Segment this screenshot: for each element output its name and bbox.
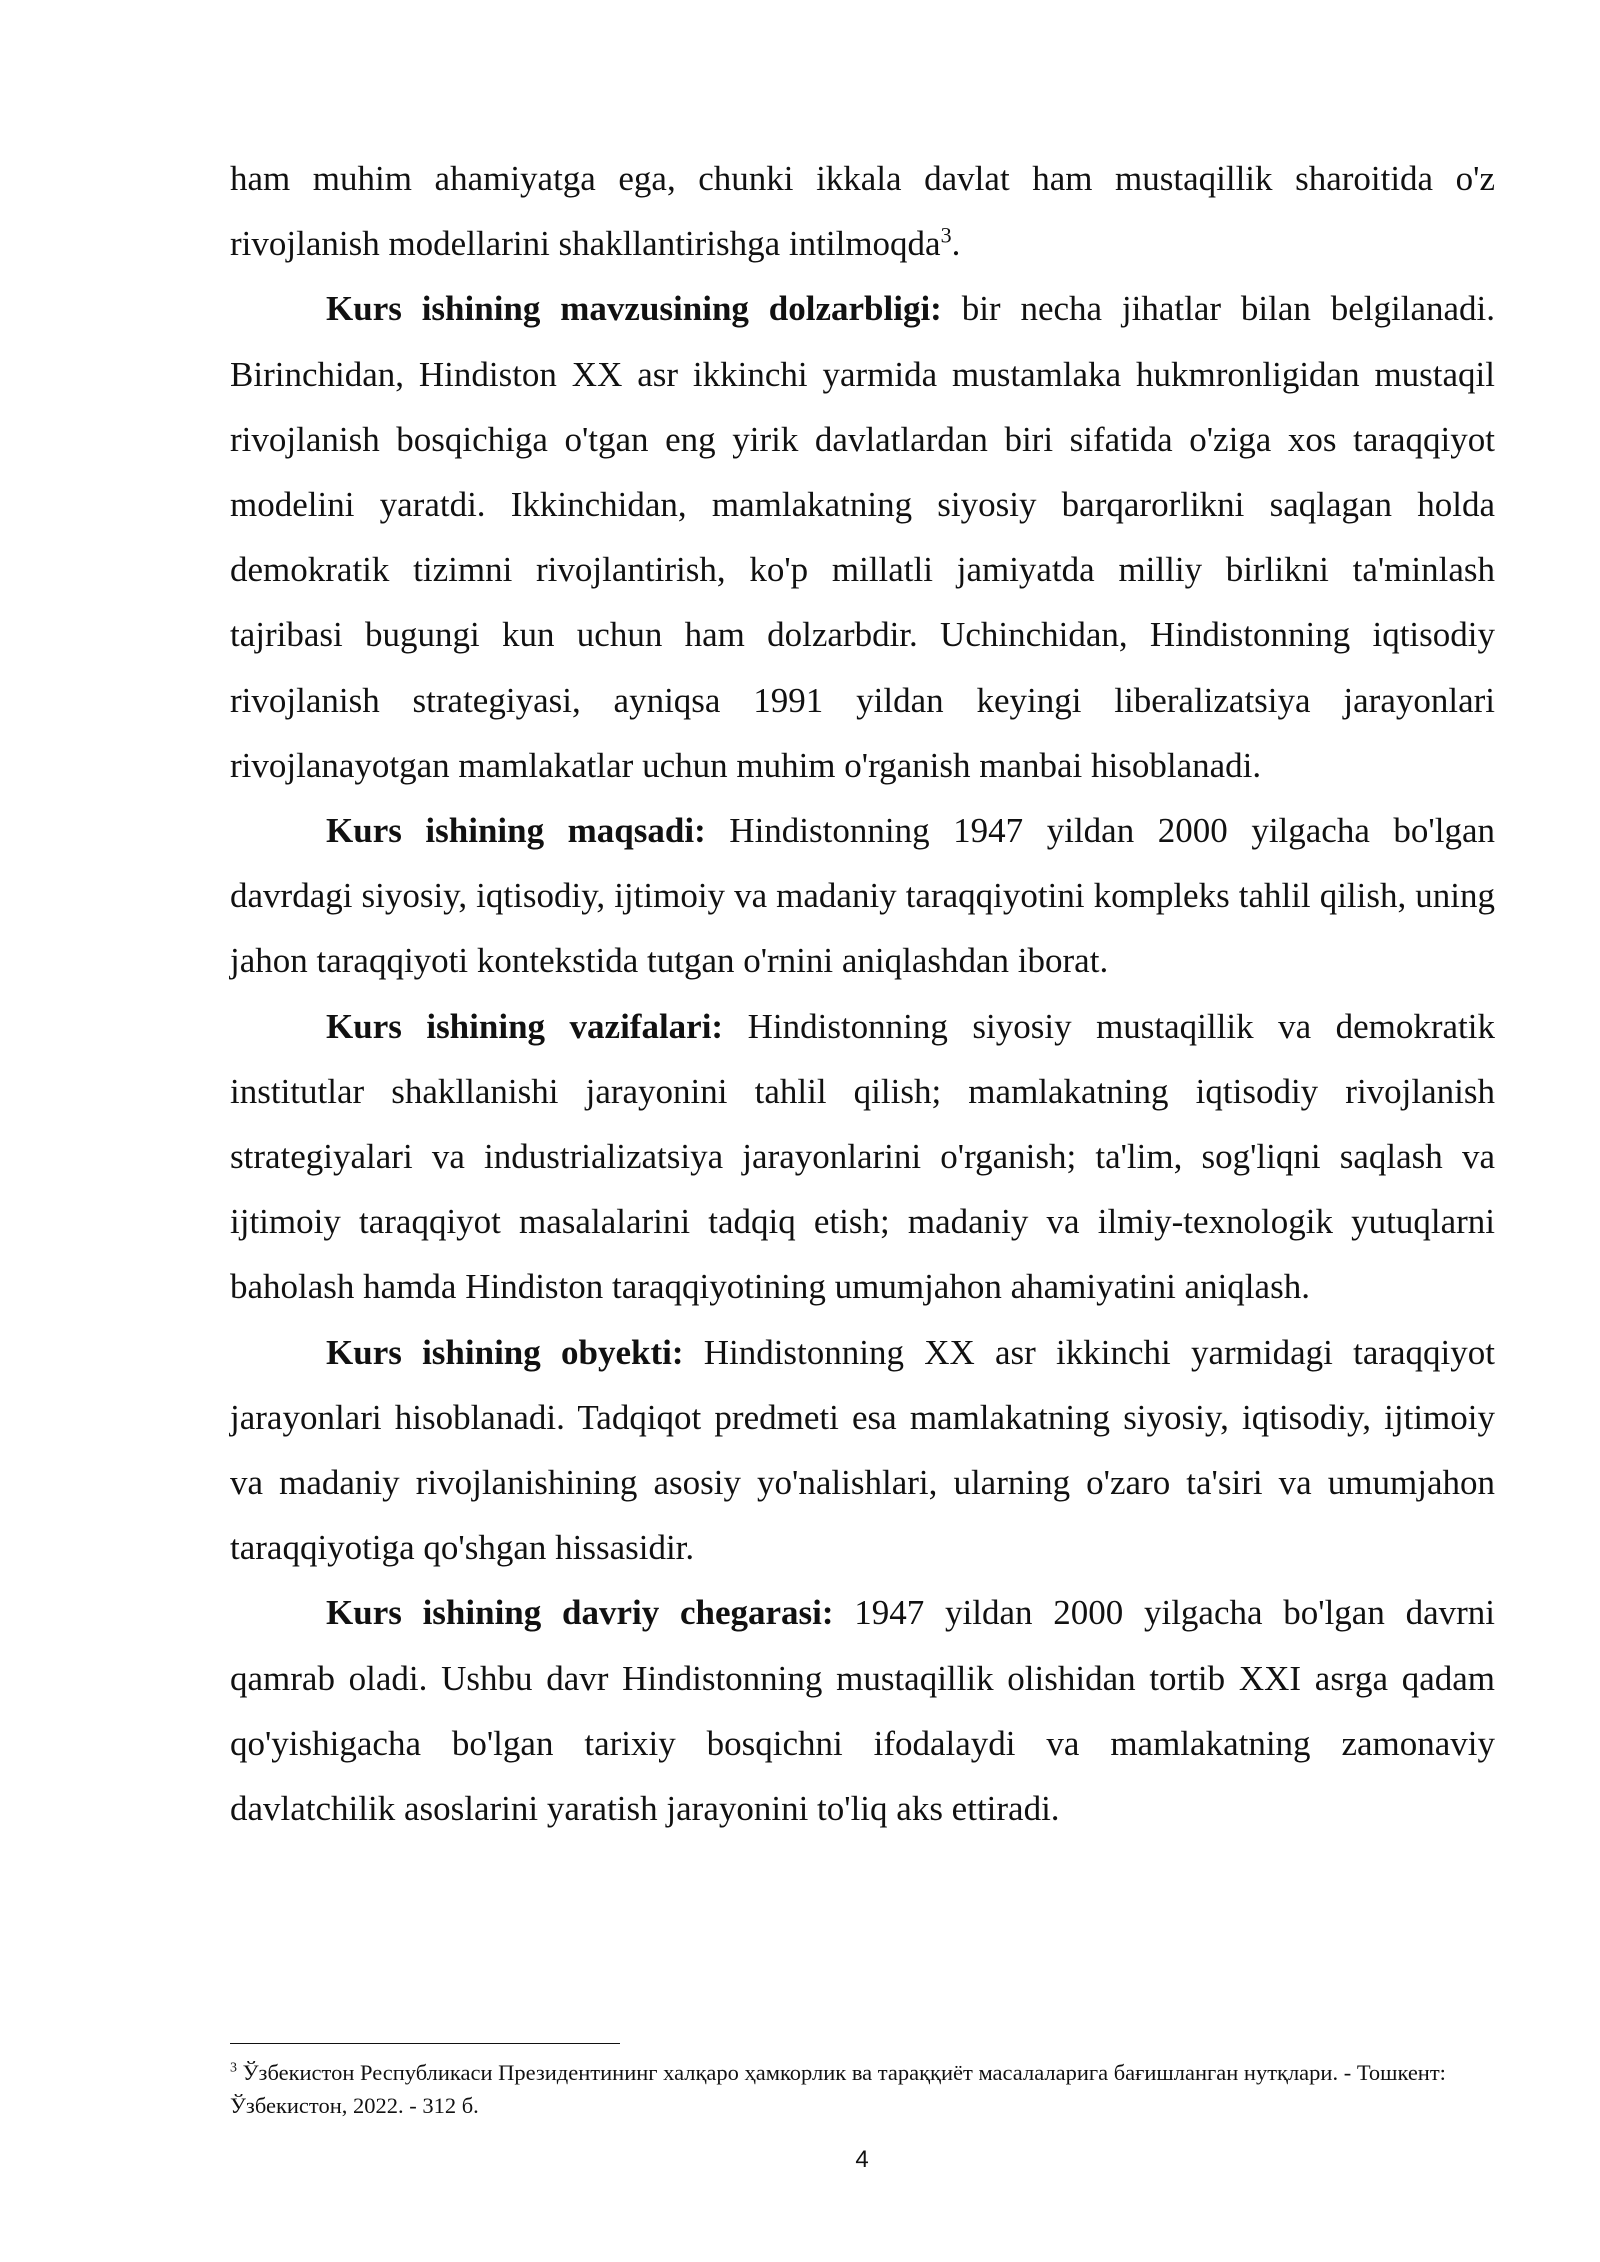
paragraph-tasks [230,994,1495,1320]
paragraph-heading: Kurs ishining obyekti: [326,1332,684,1372]
paragraph-text: 1947 yildan 2000 yilgacha bo'lgan davrni qamrab oladi. Ushbu davr Hindistonning mustaqillik olishidan tortib XXI asrga qadam qo'yishigacha bo'lgan tarixiy bosqichni ifodalaydi va mamlakatning zamonaviy davlatchilik asoslarini yaratish jarayonini to'liq aks ettiradi. [230,1593,1495,1829]
paragraph-goal [230,798,1495,994]
footnote-reference: 3 [940,222,952,248]
paragraph-text: Hindistonning siyosiy mustaqillik va demokratik institutlar shakllanishi jarayonini tahlil qilish; mamlakatning iqtisodiy rivojlanish strategiyalari va industrializatsiya jarayonlarini o'rganish; ta'lim, sog'liqni saqlash va ijtimoiy taraqqiyot masalalarini tadqiq etish; madaniy va ilmiy-texnologik yutuqlarni baholash hamda Hindiston taraqqiyotining umumjahon ahamiyatini aniqlash. [230,1006,1495,1307]
paragraph-text: Hindistonning 1947 yildan 2000 yilgacha bo'lgan davrdagi siyosiy, iqtisodiy, ijtimoiy va madaniy taraqqiyotini kompleks tahlil qilish, uning jahon taraqqiyoti kontekstida tutgan o'rnini aniqlashdan iborat. [230,811,1495,981]
footnote-text: Ўзбекистон Республикаси Президентининг халқаро ҳамкорлик ва тараққиёт масалаларига бағишланган нутқлари. - Тошкент: Ўзбекистон, 2022. - 312 б. [230,2060,1446,2118]
paragraph-text: bir necha jihatlar bilan belgilanadi. Birinchidan, Hindiston XX asr ikkinchi yarmida mustamlaka hukmronligidan mustaqil rivojlanish bosqichiga o'tgan eng yirik davlatlardan biri sifatida o'ziga xos taraqqiyot modelini yaratdi. Ikkinchidan, mamlakatning siyosiy barqarorlikni saqlagan holda demokratik tizimni rivojlantirish, ko'p millatli jamiyatda milliy birlikni ta'minlash tajribasi bugungi kun uchun ham dolzarbdir. Uchinchidan, Hindistonning iqtisodiy rivojlanish strategiyasi, ayniqsa 1991 yildan keyingi liberalizatsiya jarayonlari rivojlanayotgan mamlakatlar uchun muhim o'rganish manbai hisoblanadi. [230,289,1495,785]
paragraph-period [230,1580,1495,1841]
paragraph-text: Hindistonning XX asr ikkinchi yarmidagi taraqqiyot jarayonlari hisoblanadi. Tadqiqot predmeti esa mamlakatning siyosiy, iqtisodiy, ijtimoiy va madaniy rivojlanishining asosiy yo'nalishlari, ularning o'zaro ta'siri va umumjahon taraqqiyotiga qo'shgan hissasidir. [230,1332,1495,1568]
paragraph-continuation [230,146,1495,276]
footnote-number: 3 [230,2060,237,2076]
footnote-separator [230,2043,620,2044]
paragraph-text: ham muhim ahamiyatga ega, chunki ikkala davlat ham mustaqillik sharoitida o'z rivojlanish modellarini shakllantirishga intilmoqda [230,159,1495,264]
paragraph-heading: Kurs ishining mavzusining dolzarbligi: [326,289,942,329]
page-number: 4 [855,2146,869,2173]
footnote [230,2056,1495,2122]
paragraph-tail: . [951,224,961,264]
paragraph-heading: Kurs ishining vazifalari: [326,1006,724,1046]
paragraph-heading: Kurs ishining maqsadi: [326,811,706,851]
paragraph-heading: Kurs ishining davriy chegarasi: [326,1593,834,1633]
paragraph-object [230,1320,1495,1581]
paragraph-relevance [230,276,1495,798]
body-text [230,146,1495,1841]
